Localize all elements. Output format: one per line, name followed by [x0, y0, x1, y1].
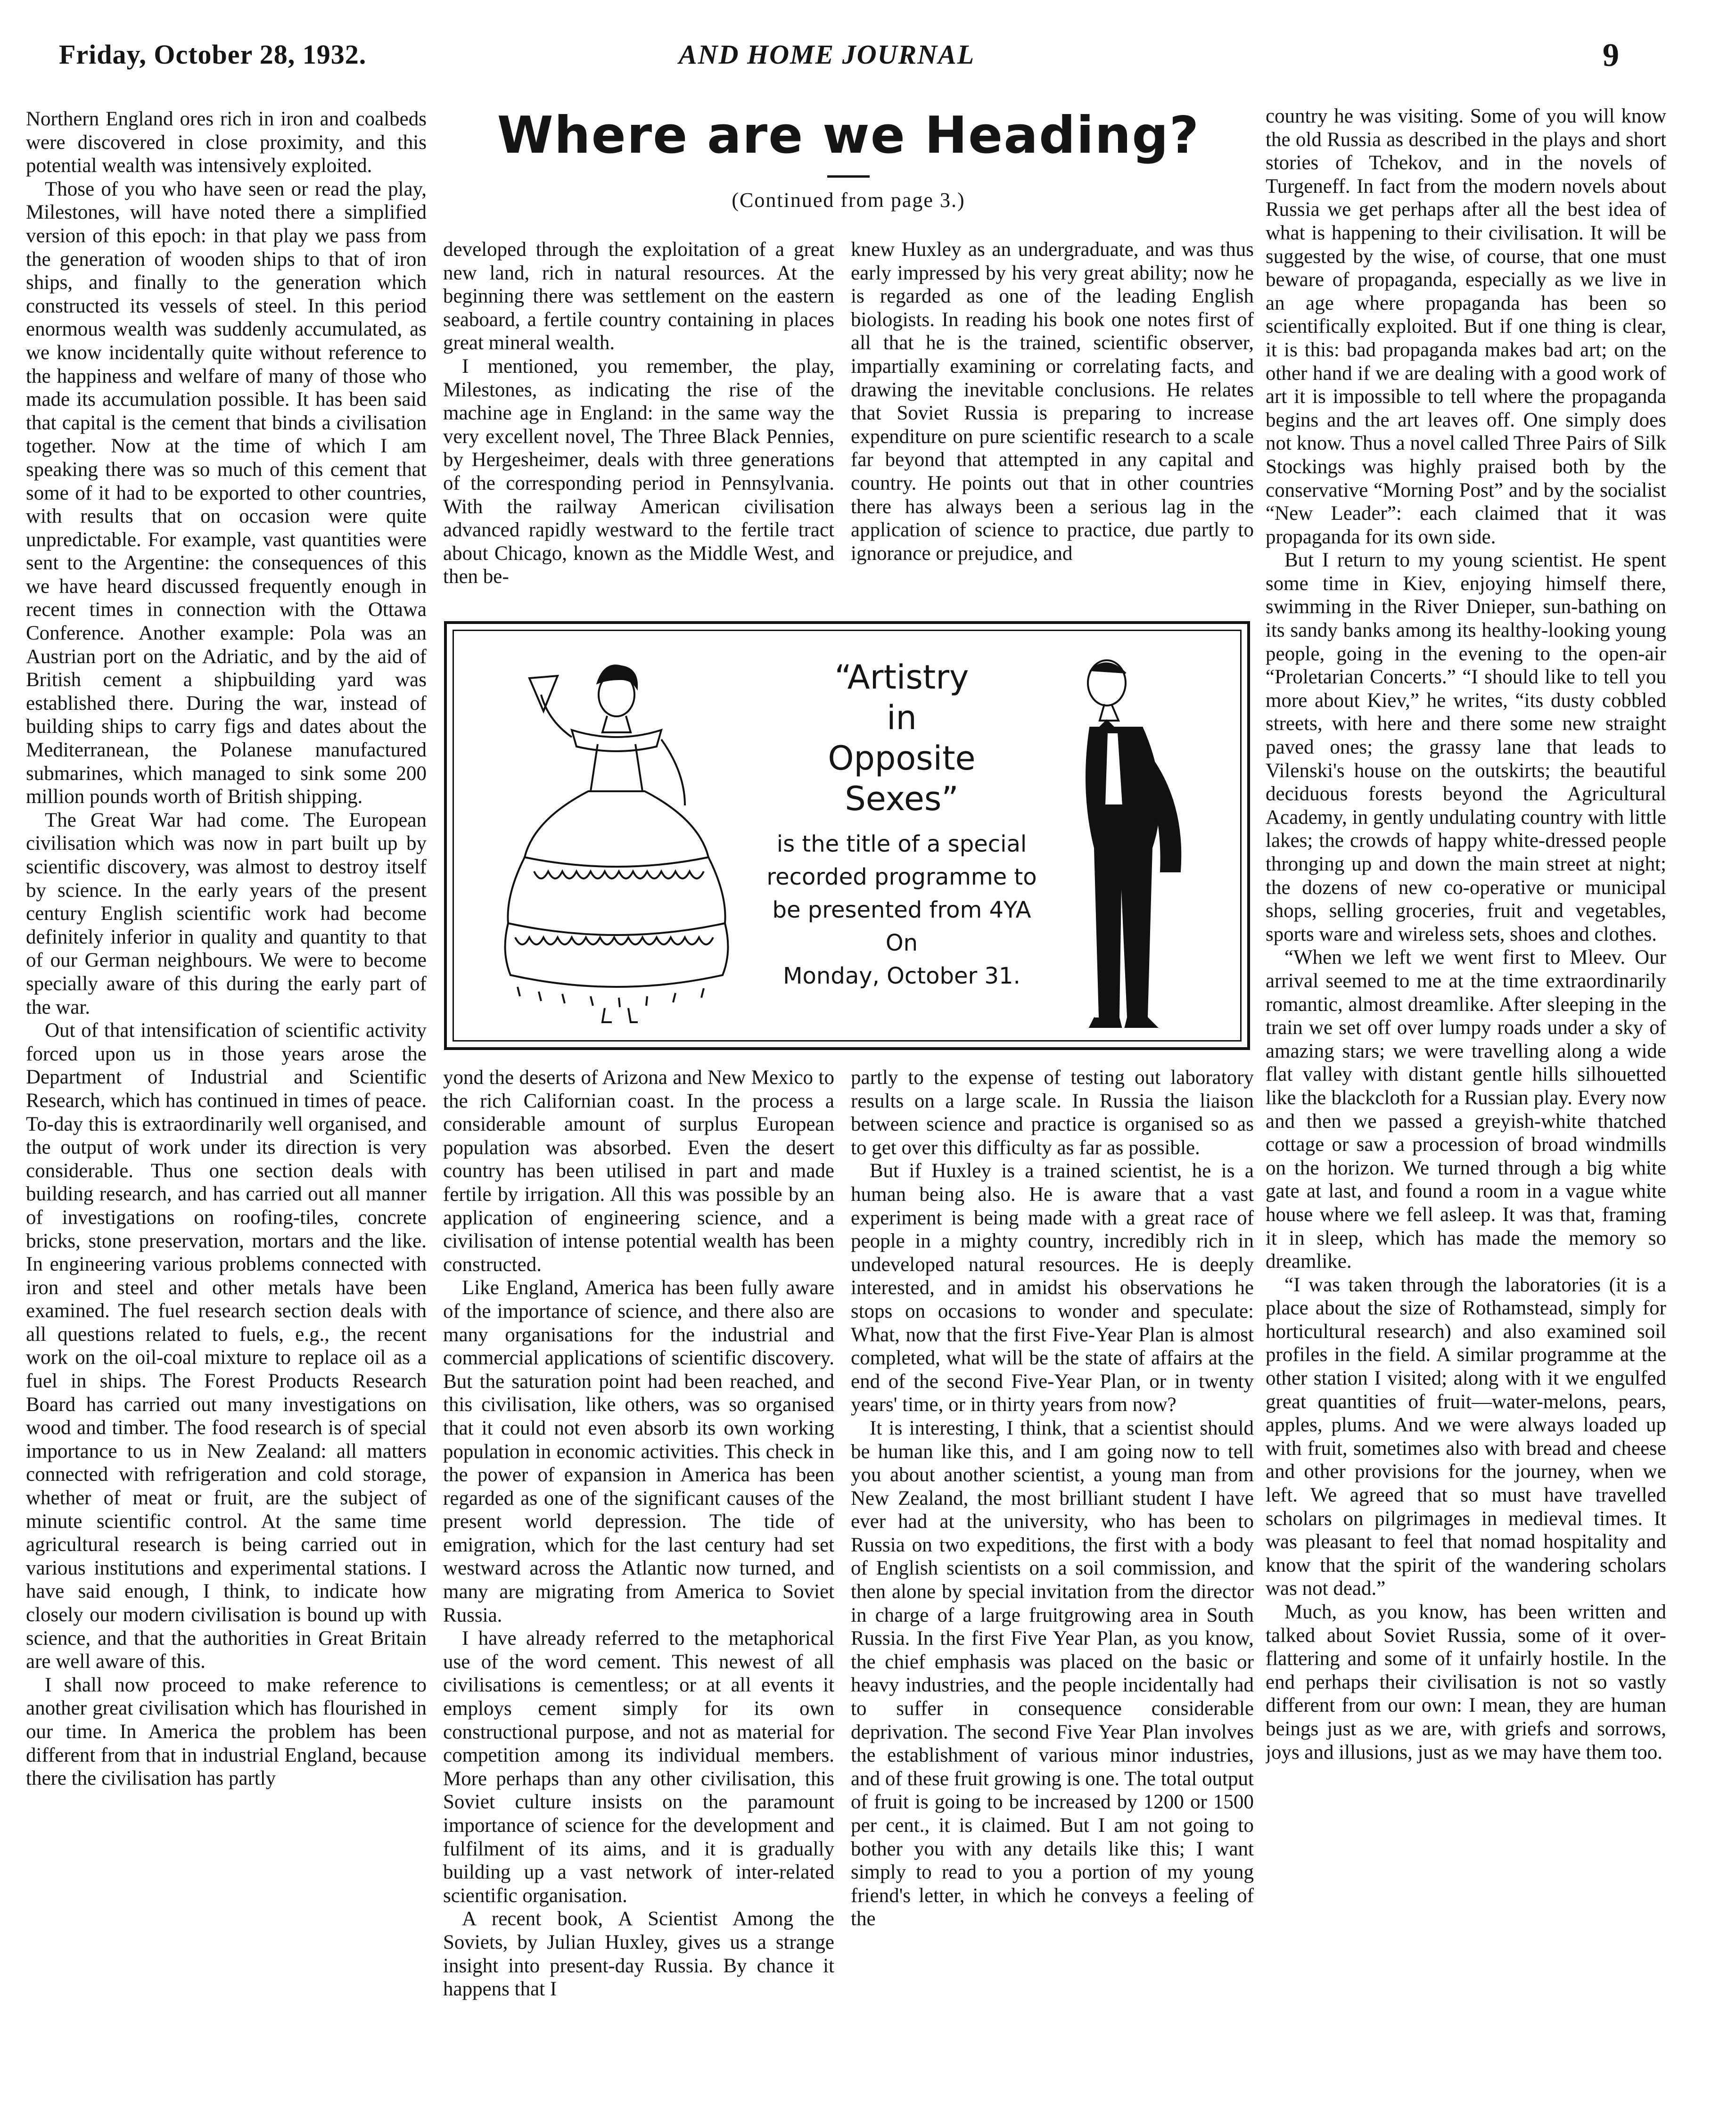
- paragraph: I mentioned, you remember, the play, Milestones, as indicating the rise of the machine age in England: in the same way the very excellent novel, The Three Black Pennies, by Hergesheimer, deals with three generations of the corresponding period in Pennsylvania. With the railway American civilisation advanced rapidly westward to the fertile tract about Chicago, known as the Middle West, and then be-: [443, 355, 834, 588]
- ad-headline-line: Opposite: [828, 739, 976, 778]
- paragraph: Much, as you know, has been written and talked about Soviet Russia, some of it over-flattering and some of it unfairly hostile. In the end perhaps their civilisation is not so vastly different from our own: I mean, they are human beings just as we are, with griefs and sorrows, joys and illusions, just as we may have them too.: [1266, 1601, 1666, 1764]
- ad-headline-line: “Artistry: [834, 658, 969, 697]
- column-3-bottom: [851, 1066, 1254, 2101]
- paragraph: Like England, America has been fully aware of the importance of science, and there also are many organisations for the industrial and commercial applications of scientific discovery. But the saturation point had been reached, and this civilisation, like others, was so organised that it could not even absorb its own working population in economic activities. This check in the power of expansion in America has been regarded as one of the significant causes of the present world depression. The tide of emigration, which for the last century had set westward across the Atlantic now turned, and many are migrating from America to Soviet Russia.: [443, 1277, 834, 1626]
- paragraph: knew Huxley as an undergraduate, and was thus early impressed by his very great ability; now he is regarded as one of the leading English biologists. In reading his book one notes first of all that he is the trained, scientific observer, impartially examining or correlating facts, and drawing the inevitable conclusions. He relates that Soviet Russia is preparing to increase expenditure on pure scientific research to a scale far beyond that attempted in any capital and country. He points out that in other countries there has always been a serious lag in the application of science to practice, due partly to ignorance or prejudice, and: [851, 238, 1254, 565]
- advertisement-inner-border: [453, 630, 1242, 1042]
- title-divider: [827, 175, 870, 178]
- paragraph: country he was visiting. Some of you will know the old Russia as described in the plays and short stories of Tchekov, and in the novels of Turgeneff. In fact from the modern novels about Russia we get perhaps after all the best idea of what is happening to their civilisation. It will be suggested by the wise, of course, that one must beware of propaganda, especially as we live in an age where propaganda has been so scientifically exploited. But if one thing is clear, it is this: bad propaganda makes bad art; on the other hand if we are dealing with a good work of art it is impossible to tell where the propaganda begins and the art leaves off. One simply does not know. Thus a novel called Three Pairs of Silk Stockings was highly praised both by the conservative “Morning Post” and by the socialist “New Leader”: each claimed that it was propaganda for its own side.: [1266, 105, 1666, 548]
- article-heading: [443, 103, 1254, 212]
- issue-date: Friday, October 28, 1932.: [59, 39, 367, 70]
- ad-headline-line: in: [887, 698, 917, 737]
- column-3-top: [851, 238, 1254, 606]
- paragraph: A recent book, A Scientist Among the Soviets, by Julian Huxley, gives us a strange insight into present-day Russia. By chance it happens that I: [443, 1908, 834, 2001]
- paragraph: I shall now proceed to make reference to another great civilisation which has flourished in our time. In America the problem has been different from that in industrial England, because there the civilisation has partly: [26, 1674, 427, 1790]
- journal-name: AND HOME JOURNAL: [679, 39, 975, 70]
- paragraph: developed through the exploitation of a great new land, rich in natural resources. At the beginning there was settlement on the eastern seaboard, a fertile country containing in places great mineral wealth.: [443, 238, 834, 354]
- paragraph: Out of that intensification of scientific activity forced upon us in those years arose the Department of Industrial and Scientific Research, which has continued in times of peace. To-day this is extraordinarily well organised, and the output of work under its direction is very considerable. Thus one section deals with building research, and has carried out all manner of investigations on roofing-tiles, concrete bricks, stone preservation, mortars and the like. In engineering various problems connected with iron and steel and other metals have been examined. The fuel research section deals with all questions related to fuels, e.g., the recent work on the oil-coal mixture to replace oil as a fuel in ships. The Forest Products Research Board has carried out many investigations on wood and timber. The food research is of special importance to us in New Zealand: all matters connected with refrigeration and cold storage, whether of meat or fruit, are the subject of minute scientific control. At the same time agricultural research is being carried out in various institutions and experimental stations. I have said enough, I think, to indicate how closely our modern civilisation is bound up with science, and that the authorities in Great Britain are well aware of this.: [26, 1019, 427, 1673]
- paragraph: yond the deserts of Arizona and New Mexico to the rich Californian coast. In the process a considerable amount of surplus European population was absorbed. Even the desert country has been utilised in part and made fertile by irrigation. All this was possible by an application of engineering science, and a civilisation of intense potential wealth has been constructed.: [443, 1067, 834, 1276]
- ad-description: is the title of a special recorded programme to be presented from 4YA: [766, 831, 1037, 923]
- paragraph: “I was taken through the laboratories (it is a place about the size of Rothamstead, simply for horticultural research) and also examined soil profiles in the field. A similar programme at the other station I visited; along with it we engulfed great quantities of fruit—water-melons, pears, apples, plums. And we were always loaded up with fruit, sometimes also with bread and cheese and other provisions for the journey, when we left. We agreed that so must have travelled scholars on pilgrimages in medieval times. It was pleasant to feel that nomad hospitality and know that the spirit of the wandering scholars was not dead.”: [1266, 1273, 1666, 1600]
- column-4: [1266, 105, 1666, 2101]
- paragraph: But if Huxley is a trained scientist, he is a human being also. He is aware that a vast experiment is being made with a great race of people in a mighty country, incredibly rich in undeveloped natural resources. He is deeply interested, and in amidst his observations he stops on occasions to wonder and speculate: What, now that the first Five-Year Plan is almost completed, what will be the state of affairs at the end of the second Five-Year Plan, or in twenty years' time, or in thirty years from now?: [851, 1160, 1254, 1416]
- paragraph: Northern England ores rich in iron and coalbeds were discovered in close proximity, and this potential wealth was intensively exploited.: [26, 108, 427, 177]
- continued-note: (Continued from page 3.): [732, 189, 965, 212]
- column-2-bottom: [443, 1066, 834, 2101]
- advertisement-box: [444, 621, 1250, 1050]
- ad-on: On: [885, 930, 918, 956]
- column-1: [26, 107, 427, 2101]
- page-header: [0, 0, 1736, 85]
- paragraph: The Great War had come. The European civilisation which was now in part built up by scientific discovery, was almost to destroy itself by science. In the early years of the present century English scientific work had become definitely inferior in quality and quantity to that of our German neighbours. We were to become specially aware of this during the early part of the war.: [26, 809, 427, 1018]
- crinoline-lady-illustration: [496, 650, 741, 1027]
- paragraph: But I return to my young scientist. He spent some time in Kiev, enjoying himself there, swimming in the River Dnieper, sun-bathing on its sandy banks among its healthy-looking young people, going in the evening to the open-air “Proletarian Concerts.” “I should like to tell you more about Kiev,” he writes, “its dusty cobbled streets, with here and there some new straight paved ones; the grassy lane that leads to Vilenski's house on the outskirts; the beautiful deciduous forests beyond the Agricultural Academy, in gently undulating country with little lakes; the crowds of happy white-dressed people thronging up and down the main street at night; the dozens of new co-operative or municipal shops, selling groceries, fruit and vegetables, sports ware and wireless sets, shoes and clothes.: [1266, 549, 1666, 945]
- gentleman-in-tails-illustration: [1062, 650, 1218, 1036]
- column-2-top: [443, 238, 834, 606]
- paragraph: Those of you who have seen or read the play, Milestones, will have noted there a simplified version of this epoch: in that play we pass from the generation of wooden ships to that of iron ships, and finally to the generation which constructed its vessels of steel. In this period enormous wealth was suddenly accumulated, as we know incidentally quite without reference to the happiness and welfare of many of those who made its accumulation possible. It has been said that capital is the cement that binds a civilisation together. Now at the time of which I am speaking there was so much of this cement that some of it had to be exported to other countries, with results that on occasion were quite unpredictable. For example, vast quantities were sent to the Argentine: the consequences of this we have heard discussed frequently enough in recent times in connection with the Ottawa Conference. Another example: Pola was an Austrian port on the Adriatic, and by the aid of British cement a shipbuilding yard was established there. During the war, instead of building ships to carry figs and dates about the Mediterranean, the Polanese manufactured submarines, which managed to sink some 200 million pounds worth of British shipping.: [26, 178, 427, 808]
- paragraph: “When we left we went first to Mleev. Our arrival seemed to me at the time extraordinarily romantic, almost dreamlike. After sleeping in the train we set off over lumpy roads under a sky of amazing stars; we were travelling along a wide flat valley with distant gentle hills silhouetted like the blackcloth for a Russian play. Every now and then we passed a greyish-white thatched cottage or saw a procession of broad windmills on the horizon. We turned through a big white gate at last, and found a room in a vague white house where we fell asleep. It was that, framing it in sleep, which has made the memory so dreamlike.: [1266, 946, 1666, 1273]
- advertisement-text: [756, 657, 1048, 993]
- ad-headline-line: Sexes”: [845, 779, 959, 818]
- paragraph: partly to the expense of testing out laboratory results on a large scale. In Russia the liaison between science and practice is organised so as to get over this difficulty as far as possible.: [851, 1067, 1254, 1159]
- page-number: 9: [1603, 37, 1619, 74]
- ad-broadcast-date: Monday, October 31.: [783, 963, 1020, 989]
- paragraph: It is interesting, I think, that a scientist should be human like this, and I am going now to tell you about another scientist, a young man from New Zealand, the most brilliant student I have ever had at the university, who has been to Russia on two expeditions, the first with a body of English scientists on a soil commission, and then alone by special invitation from the director in charge of a large fruitgrowing area in South Russia. In the first Five Year Plan, as you know, the chief emphasis was placed on the basic or heavy industries, and the people incidentally had to suffer in consequence considerable deprivation. The second Five Year Plan involves the establishment of various minor industries, and of these fruit growing is one. The total output of fruit is going to be increased by 1200 or 1500 per cent., it is claimed. But I am not going to bother you with any details like this; I want simply to read to you a portion of my young friend's letter, in which he conveys a feeling of the: [851, 1417, 1254, 1930]
- article-title: Where are we Heading?: [497, 106, 1200, 165]
- paragraph: I have already referred to the metaphorical use of the word cement. This newest of all civilisations is cementless; or at all events it employs cement simply for its own constructional purpose, and not as material for competition among its individual members. More perhaps than any other civilisation, this Soviet culture insists on the paramount importance of science for the development and fulfilment of its aims, and it is gradually building up a vast network of inter-related scientific organisation.: [443, 1627, 834, 1907]
